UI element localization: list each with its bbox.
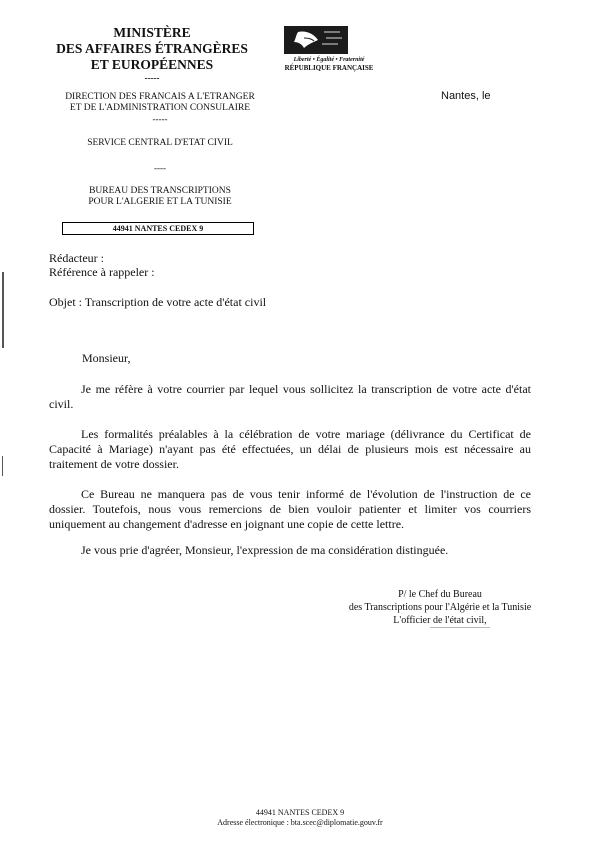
signature-block [340,588,540,627]
republic-motto: Liberté • Égalité • Fraternité [293,57,365,63]
reference-label: Référence à rappeler : [49,265,155,279]
republique-francaise-logo [284,26,374,73]
signature-line1: P/ le Chef du Bureau [398,589,482,600]
objet-line: Objet : Transcription de votre acte d'état civil [49,295,267,309]
service-separator: ---- [154,163,166,173]
ministry-line1: MINISTÈRE [113,25,191,40]
direction-line1: DIRECTION DES FRANCAIS A L'ETRANGER [65,92,255,102]
footer-address: 44941 NANTES CEDEX 9 [255,808,345,817]
service-name: SERVICE CENTRAL D'ETAT CIVIL [87,138,233,148]
direction-line2: ET DE L'ADMINISTRATION CONSULAIRE [69,103,251,113]
scan-artifact [2,456,3,476]
service-block [50,138,270,149]
paragraph-1: Je me réfère à votre courrier par lequel vous sollicitez la transcription de votre acte d'état civil. [49,382,531,411]
ministry-line3: ET EUROPÉENNES [90,57,214,72]
scan-artifact [430,627,490,628]
scan-artifact [2,272,4,348]
signature-line2: des Transcriptions pour l'Algérie et la Tunisie [348,602,532,613]
salutation: Monsieur, [82,351,131,365]
republic-name: RÉPUBLIQUE FRANÇAISE [284,64,374,72]
bureau-line2: POUR L'ALGERIE ET LA TUNISIE [88,197,232,207]
ministry-separator: ----- [144,73,160,83]
footer-email: Adresse électronique : bta.scec@diplomatie.gouv.fr [217,818,383,827]
signature-line3: L'officier de l'état civil, [393,615,487,626]
ministry-heading [52,25,252,83]
service-separator-block [50,163,270,173]
redacteur-label: Rédacteur : [49,251,104,265]
place-date: Nantes, le [441,90,491,102]
bureau-block [50,186,270,208]
footer [150,808,450,828]
direction-block [50,92,270,124]
paragraph-3: Ce Bureau ne manquera pas de vous tenir informé de l'évolution de l'instruction de ce dossier. Toutefois, nous vous remercions de bien vouloir patienter et limiter vos courriers uniquement au changement d'adresse en joignant une copie de cette lettre. [49,487,531,531]
postal-code-box: 44941 NANTES CEDEX 9 [62,222,254,235]
paragraph-4: Je vous prie d'agréer, Monsieur, l'expression de ma considération distinguée. [81,543,449,557]
bureau-line1: BUREAU DES TRANSCRIPTIONS [89,186,231,196]
paragraph-2: Les formalités préalables à la célébration de votre mariage (délivrance du Certificat de Capacité à Mariage) n'ayant pas été effectuées, un délai de plusieurs mois est nécessaire au traitement de votre dossier. [49,427,531,471]
direction-separator: ----- [152,114,168,124]
marianne-icon [284,26,348,54]
ministry-line2: DES AFFAIRES ÉTRANGÈRES [56,41,248,56]
